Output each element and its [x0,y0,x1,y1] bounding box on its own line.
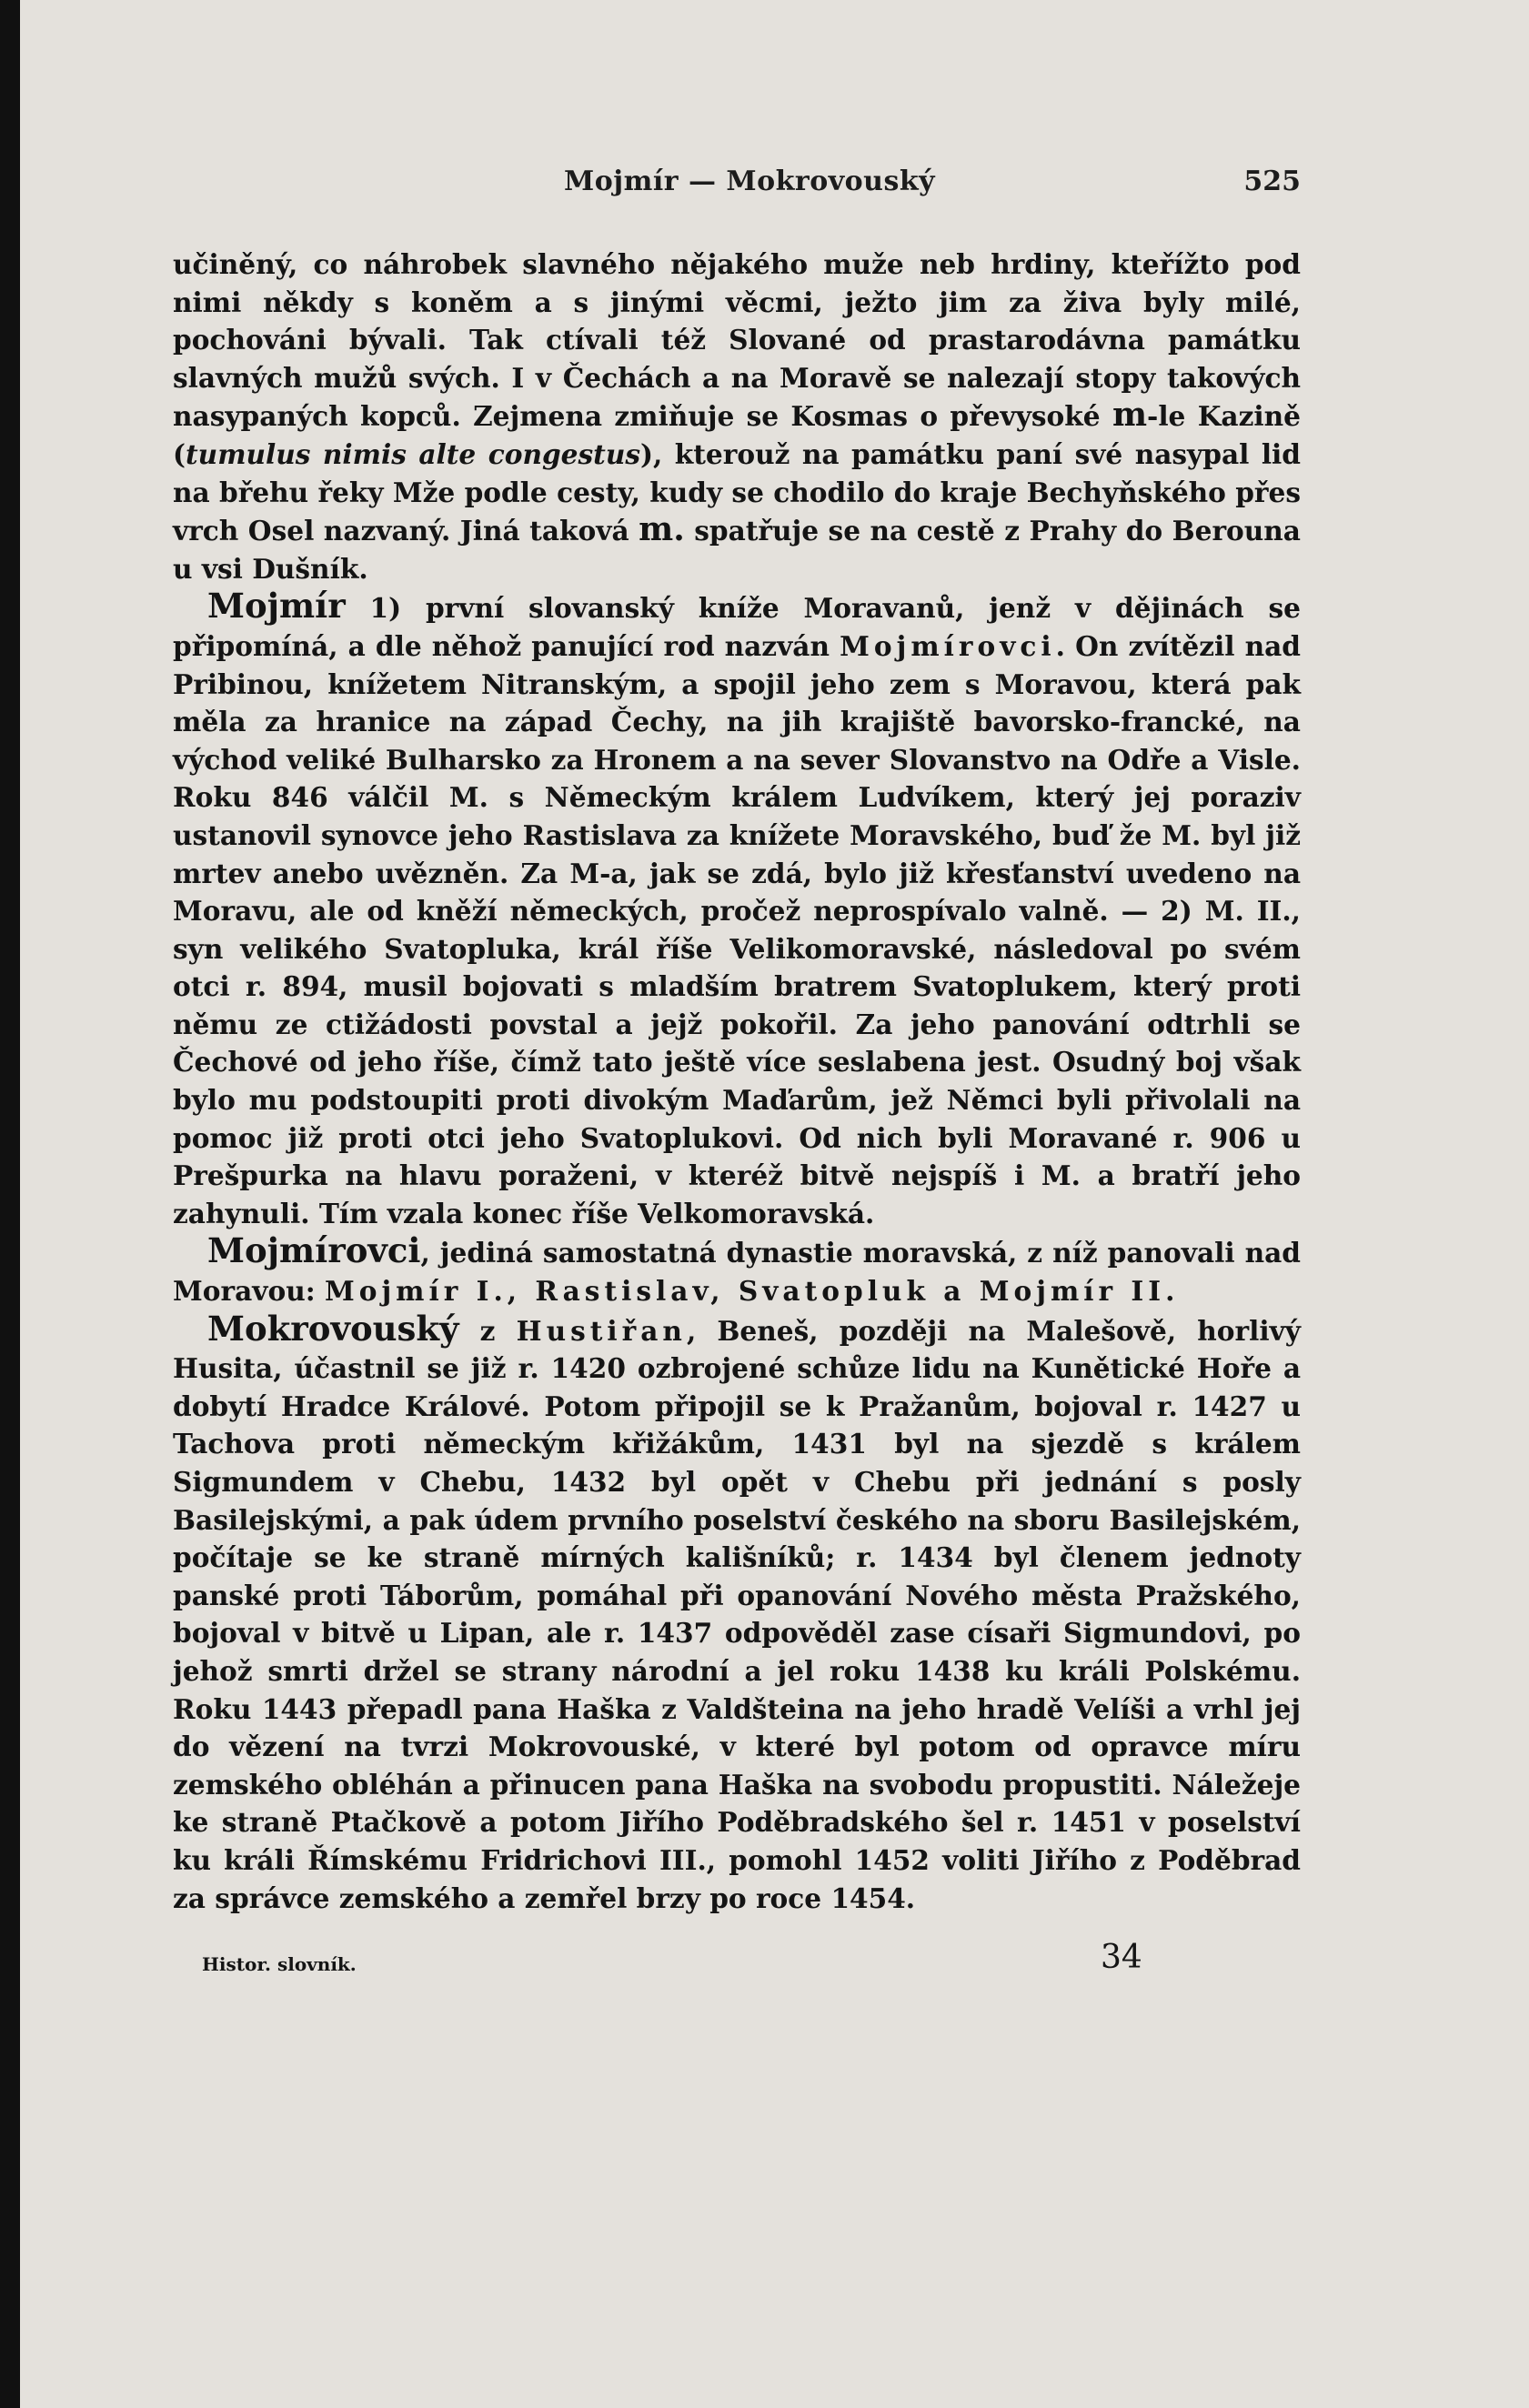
headword: Mokrovouský [207,1308,459,1349]
spaced-name: Mojmírovci [840,629,1056,662]
spaced-name: Hustiřan [516,1314,687,1347]
spaced-name: Mojmír I., Rastislav, Svatopluk a Mojmír II. [324,1275,1180,1308]
entry-mokrovousky [173,1310,1301,1918]
entry-mojmir [173,587,1301,1232]
scan-left-border [0,0,20,2408]
abbreviation: m [1112,396,1148,435]
text-run: , Beneš, později na Malešově, horlivý Husita, účastnil se již r. 1420 ozbrojené schůze lidu na Kunětické Hoře a dobytí Hradce Králové. Potom připojil se k Pražanům, bojoval r. 1427 u Tachova proti německým křižákům, 1431 byl na sjezdě s králem Sigmundem v Chebu, 1432 byl opět v Chebu při jednání s posly Basilejskými, a pak údem prvního poselství českého na sboru Basilejském, počítaje se ke straně mírných kališníků; r. 1434 byl členem jednoty panské proti Táborům, pomáhal při opanování Nového města Pražského, bojoval v bitvě u Lipan, ale r. 1437 odpověděl zase císaři Sigmundovi, po jehož smrti držel se strany národní a jel roku 1438 ku králi Polskému. Roku 1443 přepadl pana Haška z Valdšteina na jeho hradě Velíši a vrhl jej do vězení na tvrzi Mokrovouské, v které byl potom od opravce míru zemského obléhán a přinucen pana Haška na svobodu propustiti. Náležeje ke straně Ptačkově a potom Jiřího Poděbradského šel r. 1451 v poselství ku králi Římskému Fridrichovi III., pomohl 1452 voliti Jiřího z Poděbrad za správce zemského a zemřel brzy po roce 1454. [173,1314,1301,1914]
book-page [173,155,1301,1993]
text-run: z [458,1314,517,1347]
text-run: -le Kazině ( [173,400,1301,470]
body-text [173,246,1301,1917]
running-head-title: Mojmír — Mokrovouský [564,166,936,197]
text-run: spatřuje se na cestě z Prahy do Berouna u vsi Dušník. [173,515,1301,585]
text-run: . On zvítězil nad Pribinou, knížetem Nitranským, a spojil jeho zem s Moravou, která pak měla za hranice na západ Čechy, na jih krajiště bavorsko-francké, na východ veliké Bulharsko za Hronem a na sever Slovanstvo na Odře a Visle. Roku 846 válčil M. s Německým králem Ludvíkem, který jej poraziv ustanovil synovce jeho Rastislava za knížete Moravského, buď že M. byl již mrtev anebo uvězněn. Za M-a, jak se zdá, bylo již křesťanství uvedeno na Moravu, ale od kněží německých, pročež neprospívalo valně. — 2) M. II., syn velikého Svatopluka, král říše Velikomoravské, následoval po svém otci r. 894, musil bojovati s mladším bratrem Svatoplukem, který proti němu ze ctižádosti povstal a jejž pokořil. Za jeho panování odtrhli se Čechové od jeho říše, čímž tato ještě více seslabena jest. Osudný boj však bylo mu podstoupiti proti divokým Maďarům, jež Němci byli přivolali na pomoc již proti otci jeho Svatoplukovi. Od nich byli Moravané r. 906 u Prešpurka na hlavu poraženi, v kteréž bitvě nejspíš i M. a bratří jeho zahynuli. Tím vzala konec říše Velkomoravská. [173,629,1301,1229]
text-run: ), kterouž na památku paní své nasypal lid na břehu řeky Mže podle cesty, kudy se chodilo do kraje Bechyňského přes vrch Osel nazvaný. Jiná taková [173,437,1301,547]
printer-signature: Histor. slovník. [202,1953,357,1976]
page-footer [173,1939,1301,1993]
text-run: 1) první slovanský kníže Moravanů, jenž v dějinách se připomíná, a dle něhož panující rod nazván [173,592,1301,662]
text-run: učiněný, co náhrobek slavného nějakého muže neb hrdiny, kteřížto pod nimi někdy s koněm a s jinými věcmi, ježto jim za živa byly milé, pochováni bývali. Tak ctívali též Slované od prastarodávna památku slavných mužů svých. I v Čechách a na Moravě se nalezají stopy takových nasypaných kopců. Zejmena zmiňuje se Kosmas o převysoké [173,248,1301,433]
headword: Mojmírovci [207,1230,421,1271]
entry-mojmirovci [173,1232,1301,1309]
running-head [173,155,1301,206]
page-number: 525 [1243,166,1301,197]
latin-phrase: tumulus nimis alte congestus [186,437,640,470]
abbreviation: m. [639,510,685,549]
headword: Mojmír [207,586,346,627]
sheet-number: 34 [1101,1939,1142,1977]
text-run: , jediná samostatná dynastie moravská, z níž panovali nad Moravou: [173,1237,1301,1308]
entry-continuation [173,246,1301,587]
